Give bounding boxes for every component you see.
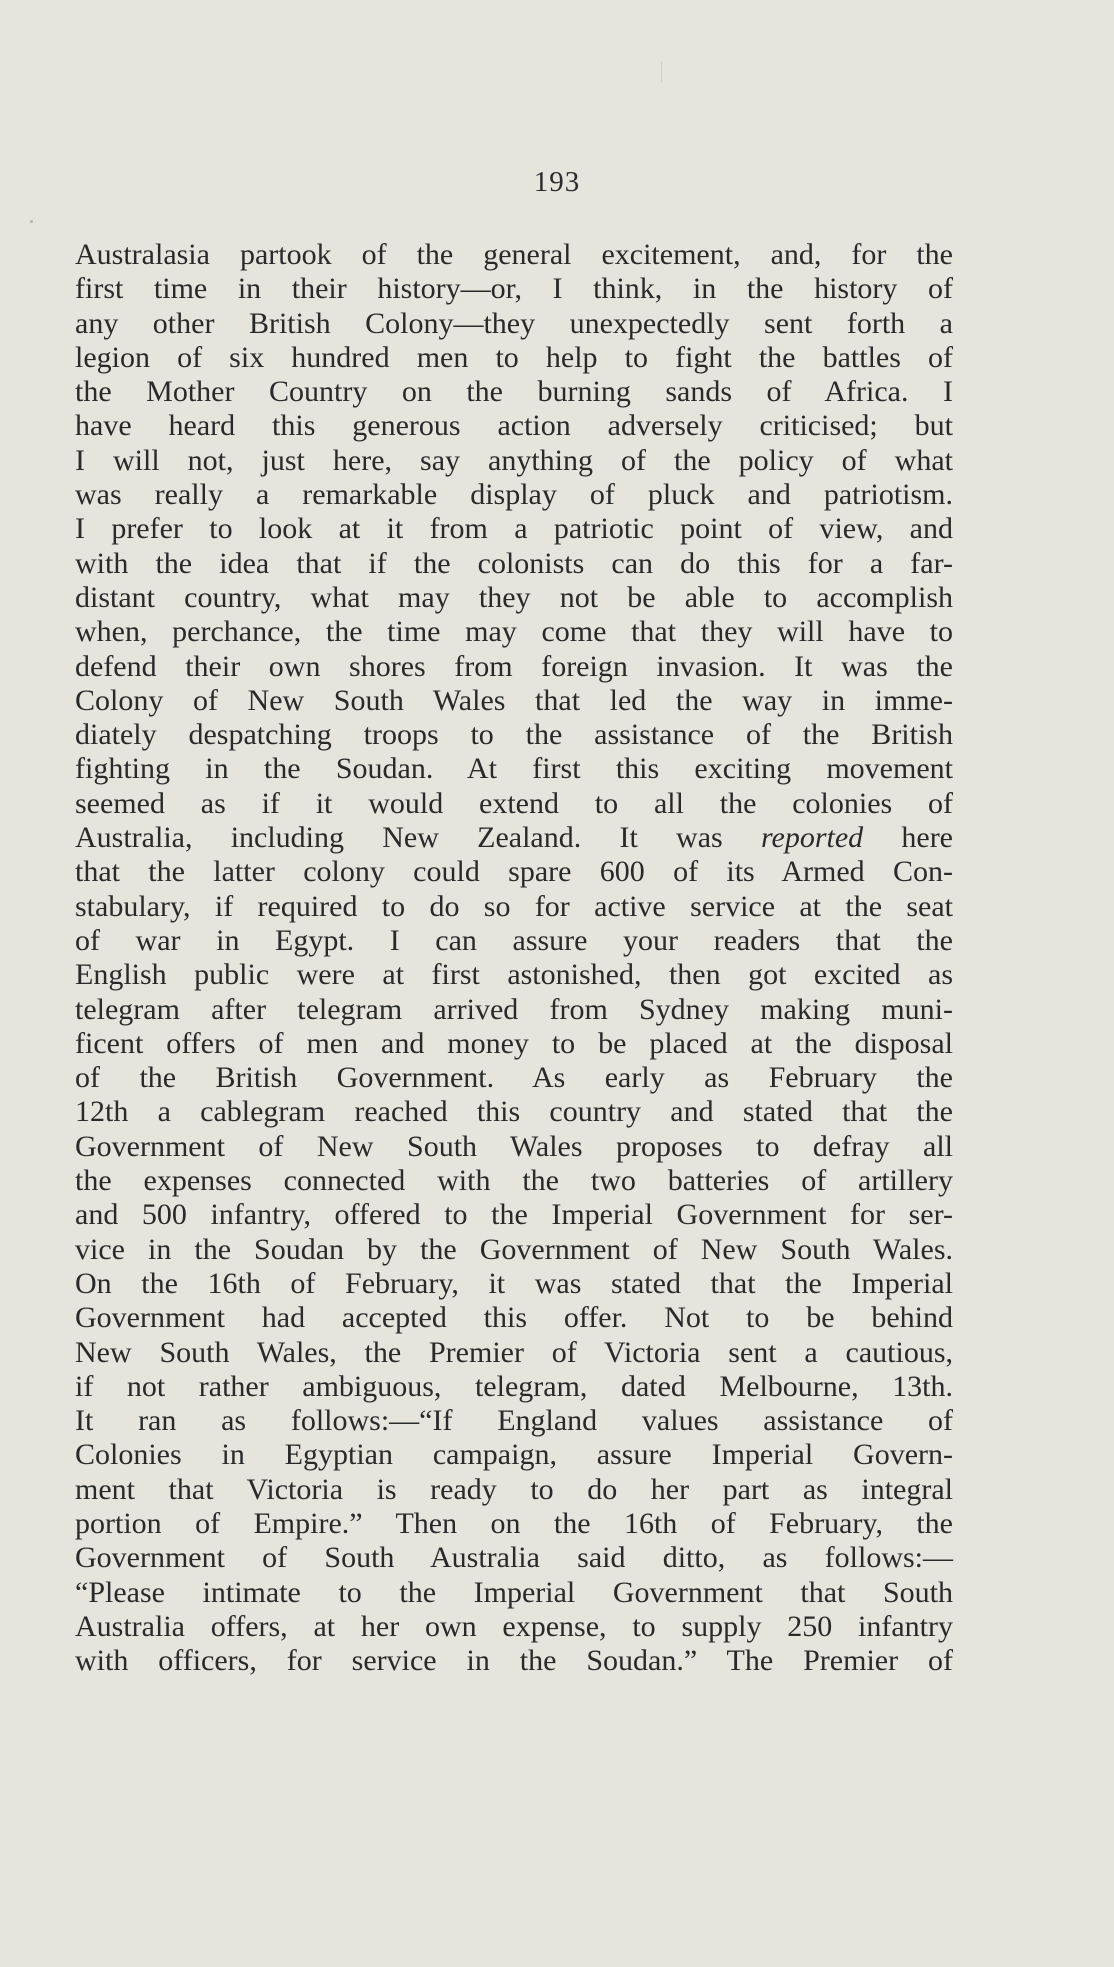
- text-line: It ran as follows:—“If England values assistance of: [75, 1404, 953, 1438]
- text-line: fighting in the Soudan. At first this exciting movement: [75, 752, 953, 786]
- text-segment: here: [901, 821, 953, 855]
- text-line: was really a remarkable display of pluck and patriotism.: [75, 478, 953, 512]
- text-line: seemed as if it would extend to all the colonies of: [75, 786, 953, 820]
- text-line: ment that Victoria is ready to do her part as integral: [75, 1472, 953, 1506]
- text-line: when, perchance, the time may come that they will have to: [75, 615, 953, 649]
- text-line: first time in their history—or, I think, in the history of: [75, 272, 953, 306]
- paper-mark: [661, 62, 662, 82]
- text-line: Colony of New South Wales that led the way in imme-: [75, 683, 953, 717]
- text-line: and 500 infantry, offered to the Imperial Government for ser-: [75, 1198, 953, 1232]
- text-line: if not rather ambiguous, telegram, dated Melbourne, 13th.: [75, 1369, 953, 1403]
- text-line: English public were at first astonished, then got excited as: [75, 958, 953, 992]
- text-line: legion of six hundred men to help to fight the battles of: [75, 340, 953, 374]
- paper-speck: [30, 220, 33, 223]
- text-line: ficent offers of men and money to be placed at the disposal: [75, 1026, 953, 1060]
- body-text: [75, 238, 953, 1678]
- text-line: stabulary, if required to do so for active service at the seat: [75, 889, 953, 923]
- text-line: I prefer to look at it from a patriotic point of view, and: [75, 512, 953, 546]
- text-line: Government of New South Wales proposes to defray all: [75, 1129, 953, 1163]
- text-line: New South Wales, the Premier of Victoria sent a cautious,: [75, 1335, 953, 1369]
- text-line: On the 16th of February, it was stated that the Imperial: [75, 1266, 953, 1300]
- text-line: “Please intimate to the Imperial Government that South: [75, 1575, 953, 1609]
- text-line: Australia offers, at her own expense, to supply 250 infantry: [75, 1609, 953, 1643]
- text-line: Australasia partook of the general excitement, and, for the: [75, 238, 953, 271]
- text-line: Government of South Australia said ditto, as follows:—: [75, 1541, 953, 1575]
- text-line: I will not, just here, say anything of the policy of what: [75, 443, 953, 477]
- text-line: that the latter colony could spare 600 of its Armed Con-: [75, 855, 953, 889]
- text-line: with the idea that if the colonists can do this for a far-: [75, 546, 953, 580]
- text-line: vice in the Soudan by the Government of New South Wales.: [75, 1232, 953, 1266]
- text-line: Government had accepted this offer. Not to be behind: [75, 1301, 953, 1335]
- text-line: telegram after telegram arrived from Sydney making muni-: [75, 992, 953, 1026]
- text-line: of the British Government. As early as February the: [75, 1061, 953, 1095]
- text-segment: Australia, including New Zealand. It was: [75, 821, 723, 855]
- text-line: of war in Egypt. I can assure your readers that the: [75, 923, 953, 957]
- text-line: defend their own shores from foreign invasion. It was the: [75, 649, 953, 683]
- text-line: the Mother Country on the burning sands of Africa. I: [75, 375, 953, 409]
- text-line: have heard this generous action adversely criticised; but: [75, 409, 953, 443]
- text-line: Colonies in Egyptian campaign, assure Imperial Govern-: [75, 1438, 953, 1472]
- text-line: 12th a cablegram reached this country and stated that the: [75, 1095, 953, 1129]
- italic-word: reported: [760, 821, 864, 855]
- text-line: portion of Empire.” Then on the 16th of February, the: [75, 1506, 953, 1540]
- text-line: diately despatching troops to the assistance of the British: [75, 718, 953, 752]
- text-line: the expenses connected with the two batteries of artillery: [75, 1164, 953, 1198]
- page-number: 193: [533, 166, 581, 198]
- text-line: any other British Colony—they unexpectedly sent forth a: [75, 306, 953, 340]
- text-line: with officers, for service in the Soudan.” The Premier of: [75, 1644, 953, 1678]
- text-line-with-italic: [75, 821, 953, 855]
- text-line: distant country, what may they not be able to accomplish: [75, 580, 953, 614]
